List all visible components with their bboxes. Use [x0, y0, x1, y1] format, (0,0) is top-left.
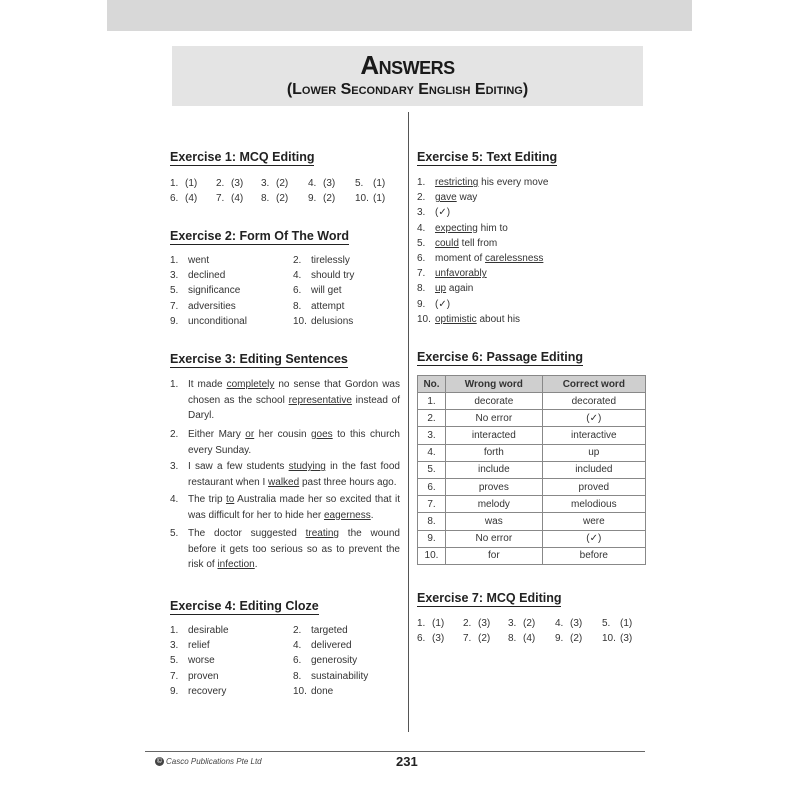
answer-number: 7.	[463, 633, 472, 644]
list-item-number: 3.	[170, 640, 179, 652]
underlined-word: completely	[226, 379, 275, 390]
list-item: adversities	[188, 300, 236, 312]
sentence-text: him to	[477, 222, 508, 234]
list-item-number: 4.	[170, 494, 179, 505]
list-item: went	[188, 255, 210, 266]
table-cell: 1.	[418, 393, 446, 410]
table-cell: interacted	[446, 427, 543, 444]
answer-number: 8.	[508, 633, 517, 644]
ex4-title: Exercise 4: Editing Cloze	[170, 599, 319, 613]
list-item-number: 4.	[293, 640, 302, 652]
list-item	[435, 221, 508, 236]
table-cell: 2.	[418, 410, 446, 427]
sentence-text: (✓)	[435, 207, 451, 219]
table-cell: 6.	[418, 478, 446, 495]
answer-value: (1)	[620, 618, 633, 629]
ex7-title: Exercise 7: MCQ Editing	[417, 591, 562, 605]
list-item-number: 5.	[170, 285, 179, 297]
table-cell: proved	[542, 478, 645, 495]
answer-value: (3)	[478, 618, 491, 629]
answer-number: 4.	[308, 178, 317, 189]
list-item-number: 8.	[417, 283, 426, 295]
list-item	[435, 266, 487, 281]
ex1-title: Exercise 1: MCQ Editing	[170, 150, 315, 164]
table-cell: 10.	[418, 547, 446, 564]
answer-number: 1.	[170, 178, 179, 189]
answer-value: (2)	[276, 178, 289, 189]
list-item: tirelessly	[311, 255, 350, 266]
sentence-text: her cousin	[254, 429, 311, 440]
table-cell: was	[446, 513, 543, 530]
sentence-text: The doctor suggested	[188, 528, 306, 539]
sentence-text: The trip	[188, 494, 226, 505]
underlined-word: to	[225, 494, 235, 505]
list-item-number: 9.	[417, 298, 426, 310]
table-header-cell: Wrong word	[446, 376, 543, 393]
answer-number: 10.	[602, 633, 616, 644]
list-item: targeted	[311, 625, 348, 636]
sentence-text: about his	[476, 313, 521, 325]
underlined-word: eagerness	[324, 509, 371, 521]
list-item-number: 1.	[170, 625, 179, 636]
table-row	[418, 547, 646, 564]
answer-value: (3)	[570, 618, 583, 629]
answer-number: 2.	[463, 618, 472, 629]
sentence-text: no sense that Gordon was chosen as the school	[188, 379, 400, 406]
table-cell: interactive	[542, 427, 645, 444]
column-divider	[408, 112, 409, 732]
list-item-number: 8.	[293, 670, 302, 682]
answer-number: 10.	[355, 193, 369, 204]
answer-value: (4)	[185, 193, 198, 204]
ex6-answer-table	[417, 375, 646, 565]
sentence-text	[188, 459, 400, 490]
list-item-number: 6.	[293, 655, 302, 667]
underlined-word: studying	[288, 461, 326, 472]
answer-value: (3)	[620, 633, 633, 644]
list-item: delivered	[311, 640, 352, 652]
table-cell: No error	[446, 530, 543, 547]
list-item-number: 2.	[293, 255, 302, 266]
underlined-word: unfavorably	[435, 268, 487, 280]
sentence-text: past three hours ago.	[299, 476, 397, 488]
table-row	[418, 478, 646, 495]
answer-number: 1.	[417, 618, 426, 629]
footer-divider	[145, 751, 645, 752]
table-cell: proves	[446, 478, 543, 495]
sentence-text: way	[456, 192, 478, 204]
list-item: should try	[311, 270, 355, 282]
table-header-row	[418, 376, 646, 393]
footer-copyright	[155, 757, 262, 766]
sentence-text: (✓)	[435, 298, 451, 310]
answer-number: 2.	[216, 178, 225, 189]
underlined-word: gave	[435, 192, 457, 204]
table-cell: 5.	[418, 461, 446, 478]
underlined-word: representative	[288, 394, 352, 406]
copyright-icon: ©	[156, 758, 163, 766]
answer-value: (4)	[231, 193, 244, 204]
answer-value: (1)	[432, 618, 445, 629]
list-item: delusions	[311, 315, 354, 327]
answer-value: (1)	[185, 178, 198, 189]
list-item: recovery	[188, 685, 227, 697]
ex2-title: Exercise 2: Form Of The Word	[170, 229, 349, 243]
sentence-text: Either Mary	[188, 429, 246, 440]
sentence-text	[188, 526, 400, 573]
table-cell: 9.	[418, 530, 446, 547]
answer-value: (2)	[523, 618, 536, 629]
top-banner-bar	[107, 0, 692, 31]
answer-number: 9.	[555, 633, 564, 644]
sentence-text: in the fast food restaurant when I	[188, 461, 400, 488]
list-item	[435, 205, 450, 220]
answer-value: (3)	[432, 633, 445, 644]
table-cell: for	[446, 547, 543, 564]
sentence-text: Australia made her so excited that it was difficult for her to hide her	[188, 494, 400, 521]
sentence-text	[188, 377, 400, 424]
list-item-number: 5.	[417, 237, 426, 249]
list-item-number: 3.	[170, 461, 179, 472]
list-item-number: 1.	[170, 379, 179, 390]
underlined-word: restricting	[435, 177, 479, 188]
table-cell: up	[542, 444, 645, 461]
table-row	[418, 530, 646, 547]
list-item-number: 4.	[293, 270, 302, 282]
list-item: significance	[188, 285, 241, 297]
list-item-number: 7.	[417, 268, 426, 280]
answer-number: 4.	[555, 618, 564, 629]
list-item	[435, 175, 548, 190]
list-item	[435, 236, 497, 251]
table-header-cell: Correct word	[542, 376, 645, 393]
table-cell: (✓)	[542, 530, 645, 547]
table-cell: include	[446, 461, 543, 478]
table-cell: included	[542, 461, 645, 478]
answer-number: 6.	[170, 193, 179, 204]
list-item-number: 9.	[170, 685, 179, 697]
list-item: desirable	[188, 625, 229, 636]
answer-value: (3)	[323, 178, 336, 189]
answer-number: 5.	[355, 178, 364, 189]
list-item: relief	[188, 640, 210, 652]
table-cell: were	[542, 513, 645, 530]
table-row	[418, 410, 646, 427]
list-item-number: 3.	[170, 270, 179, 282]
table-cell: melodious	[542, 496, 645, 513]
table-cell: (✓)	[542, 410, 645, 427]
table-cell: decorated	[542, 393, 645, 410]
table-cell: forth	[446, 444, 543, 461]
answer-value: (2)	[276, 193, 289, 204]
list-item	[435, 190, 477, 205]
list-item-number: 9.	[170, 315, 179, 327]
list-item: worse	[188, 655, 215, 667]
table-row	[418, 496, 646, 513]
answer-value: (1)	[373, 178, 386, 189]
underlined-word: treating	[305, 528, 339, 539]
answer-number: 7.	[216, 193, 225, 204]
list-item	[435, 297, 450, 312]
list-item: done	[311, 685, 334, 697]
table-cell: 3.	[418, 427, 446, 444]
table-row	[418, 427, 646, 444]
list-item-number: 4.	[417, 222, 426, 234]
answer-number: 9.	[308, 193, 317, 204]
list-item-number: 1.	[170, 255, 179, 266]
answer-number: 5.	[602, 618, 611, 629]
underlined-word: could	[435, 237, 459, 249]
table-cell: 8.	[418, 513, 446, 530]
table-header-cell: No.	[418, 376, 446, 393]
sentence-text: again	[446, 283, 474, 295]
list-item-number: 10.	[293, 315, 307, 327]
copyright-text: Casco Publications Pte Ltd	[166, 757, 262, 766]
table-cell: melody	[446, 496, 543, 513]
list-item-number: 7.	[170, 300, 179, 312]
page-number: 231	[396, 754, 418, 769]
answer-value: (2)	[570, 633, 583, 644]
table-cell: No error	[446, 410, 543, 427]
sentence-text: It made	[188, 379, 227, 390]
list-item	[435, 251, 543, 266]
answer-value: (2)	[323, 193, 336, 204]
underlined-word: goes	[310, 429, 333, 440]
table-cell: decorate	[446, 393, 543, 410]
answer-value: (4)	[523, 633, 536, 644]
answer-number: 3.	[261, 178, 270, 189]
page-subtitle: (Lower Secondary English Editing)	[286, 81, 529, 98]
sentence-text: his every move	[478, 177, 549, 188]
sentence-text: moment of	[435, 253, 486, 264]
answer-value: (2)	[478, 633, 491, 644]
list-item: sustainability	[311, 670, 369, 682]
sentence-text	[188, 427, 400, 458]
list-item: proven	[188, 670, 219, 682]
list-item-number: 2.	[417, 192, 426, 204]
list-item-number: 3.	[417, 207, 426, 219]
list-item: unconditional	[188, 315, 247, 327]
sentence-text: .	[370, 509, 374, 521]
ex5-title: Exercise 5: Text Editing	[417, 150, 558, 164]
sentence-text: the wound before it gets too serious so as to prevent the risk of	[188, 528, 400, 570]
answer-number: 8.	[261, 193, 270, 204]
list-item-number: 2.	[170, 429, 179, 440]
list-item-number: 5.	[170, 655, 179, 667]
table-cell: 7.	[418, 496, 446, 513]
underlined-word: infection	[217, 559, 255, 570]
sentence-text: tell from	[458, 237, 498, 249]
table-row	[418, 513, 646, 530]
list-item-number: 6.	[417, 253, 426, 264]
underlined-word: walked	[268, 476, 300, 488]
table-row	[418, 393, 646, 410]
list-item	[435, 281, 473, 296]
title-box	[172, 46, 643, 106]
table-row	[418, 461, 646, 478]
list-item-number: 1.	[417, 177, 426, 188]
list-item: declined	[188, 270, 226, 282]
underlined-word: carelessness	[485, 253, 544, 264]
sentence-text	[188, 492, 400, 523]
answer-value: (1)	[373, 193, 386, 204]
list-item-number: 8.	[293, 300, 302, 312]
answer-number: 3.	[508, 618, 517, 629]
list-item: attempt	[311, 300, 345, 312]
ex6-title: Exercise 6: Passage Editing	[417, 350, 584, 364]
underlined-word: expecting	[435, 222, 478, 234]
ex3-title: Exercise 3: Editing Sentences	[170, 352, 348, 366]
list-item-number: 7.	[170, 670, 179, 682]
table-cell: before	[542, 547, 645, 564]
underlined-word: or	[245, 429, 255, 440]
underlined-word: optimistic	[435, 313, 477, 325]
sentence-text: I saw a few students	[188, 461, 289, 472]
answer-number: 6.	[417, 633, 426, 644]
list-item-number: 10.	[293, 685, 307, 697]
list-item-number: 5.	[170, 528, 179, 539]
page-title: Answers	[360, 50, 455, 80]
table-cell: 4.	[418, 444, 446, 461]
sentence-text: .	[254, 559, 258, 570]
list-item: generosity	[311, 655, 358, 667]
list-item-number: 6.	[293, 285, 302, 297]
list-item: will get	[311, 285, 342, 297]
underlined-word: up	[435, 283, 447, 295]
answer-value: (3)	[231, 178, 244, 189]
list-item-number: 10.	[417, 313, 431, 325]
sentence-text: to this church every Sunday.	[188, 429, 400, 456]
table-row	[418, 444, 646, 461]
list-item-number: 2.	[293, 625, 302, 636]
list-item	[435, 312, 520, 327]
sentence-text: instead of Daryl.	[188, 394, 400, 421]
